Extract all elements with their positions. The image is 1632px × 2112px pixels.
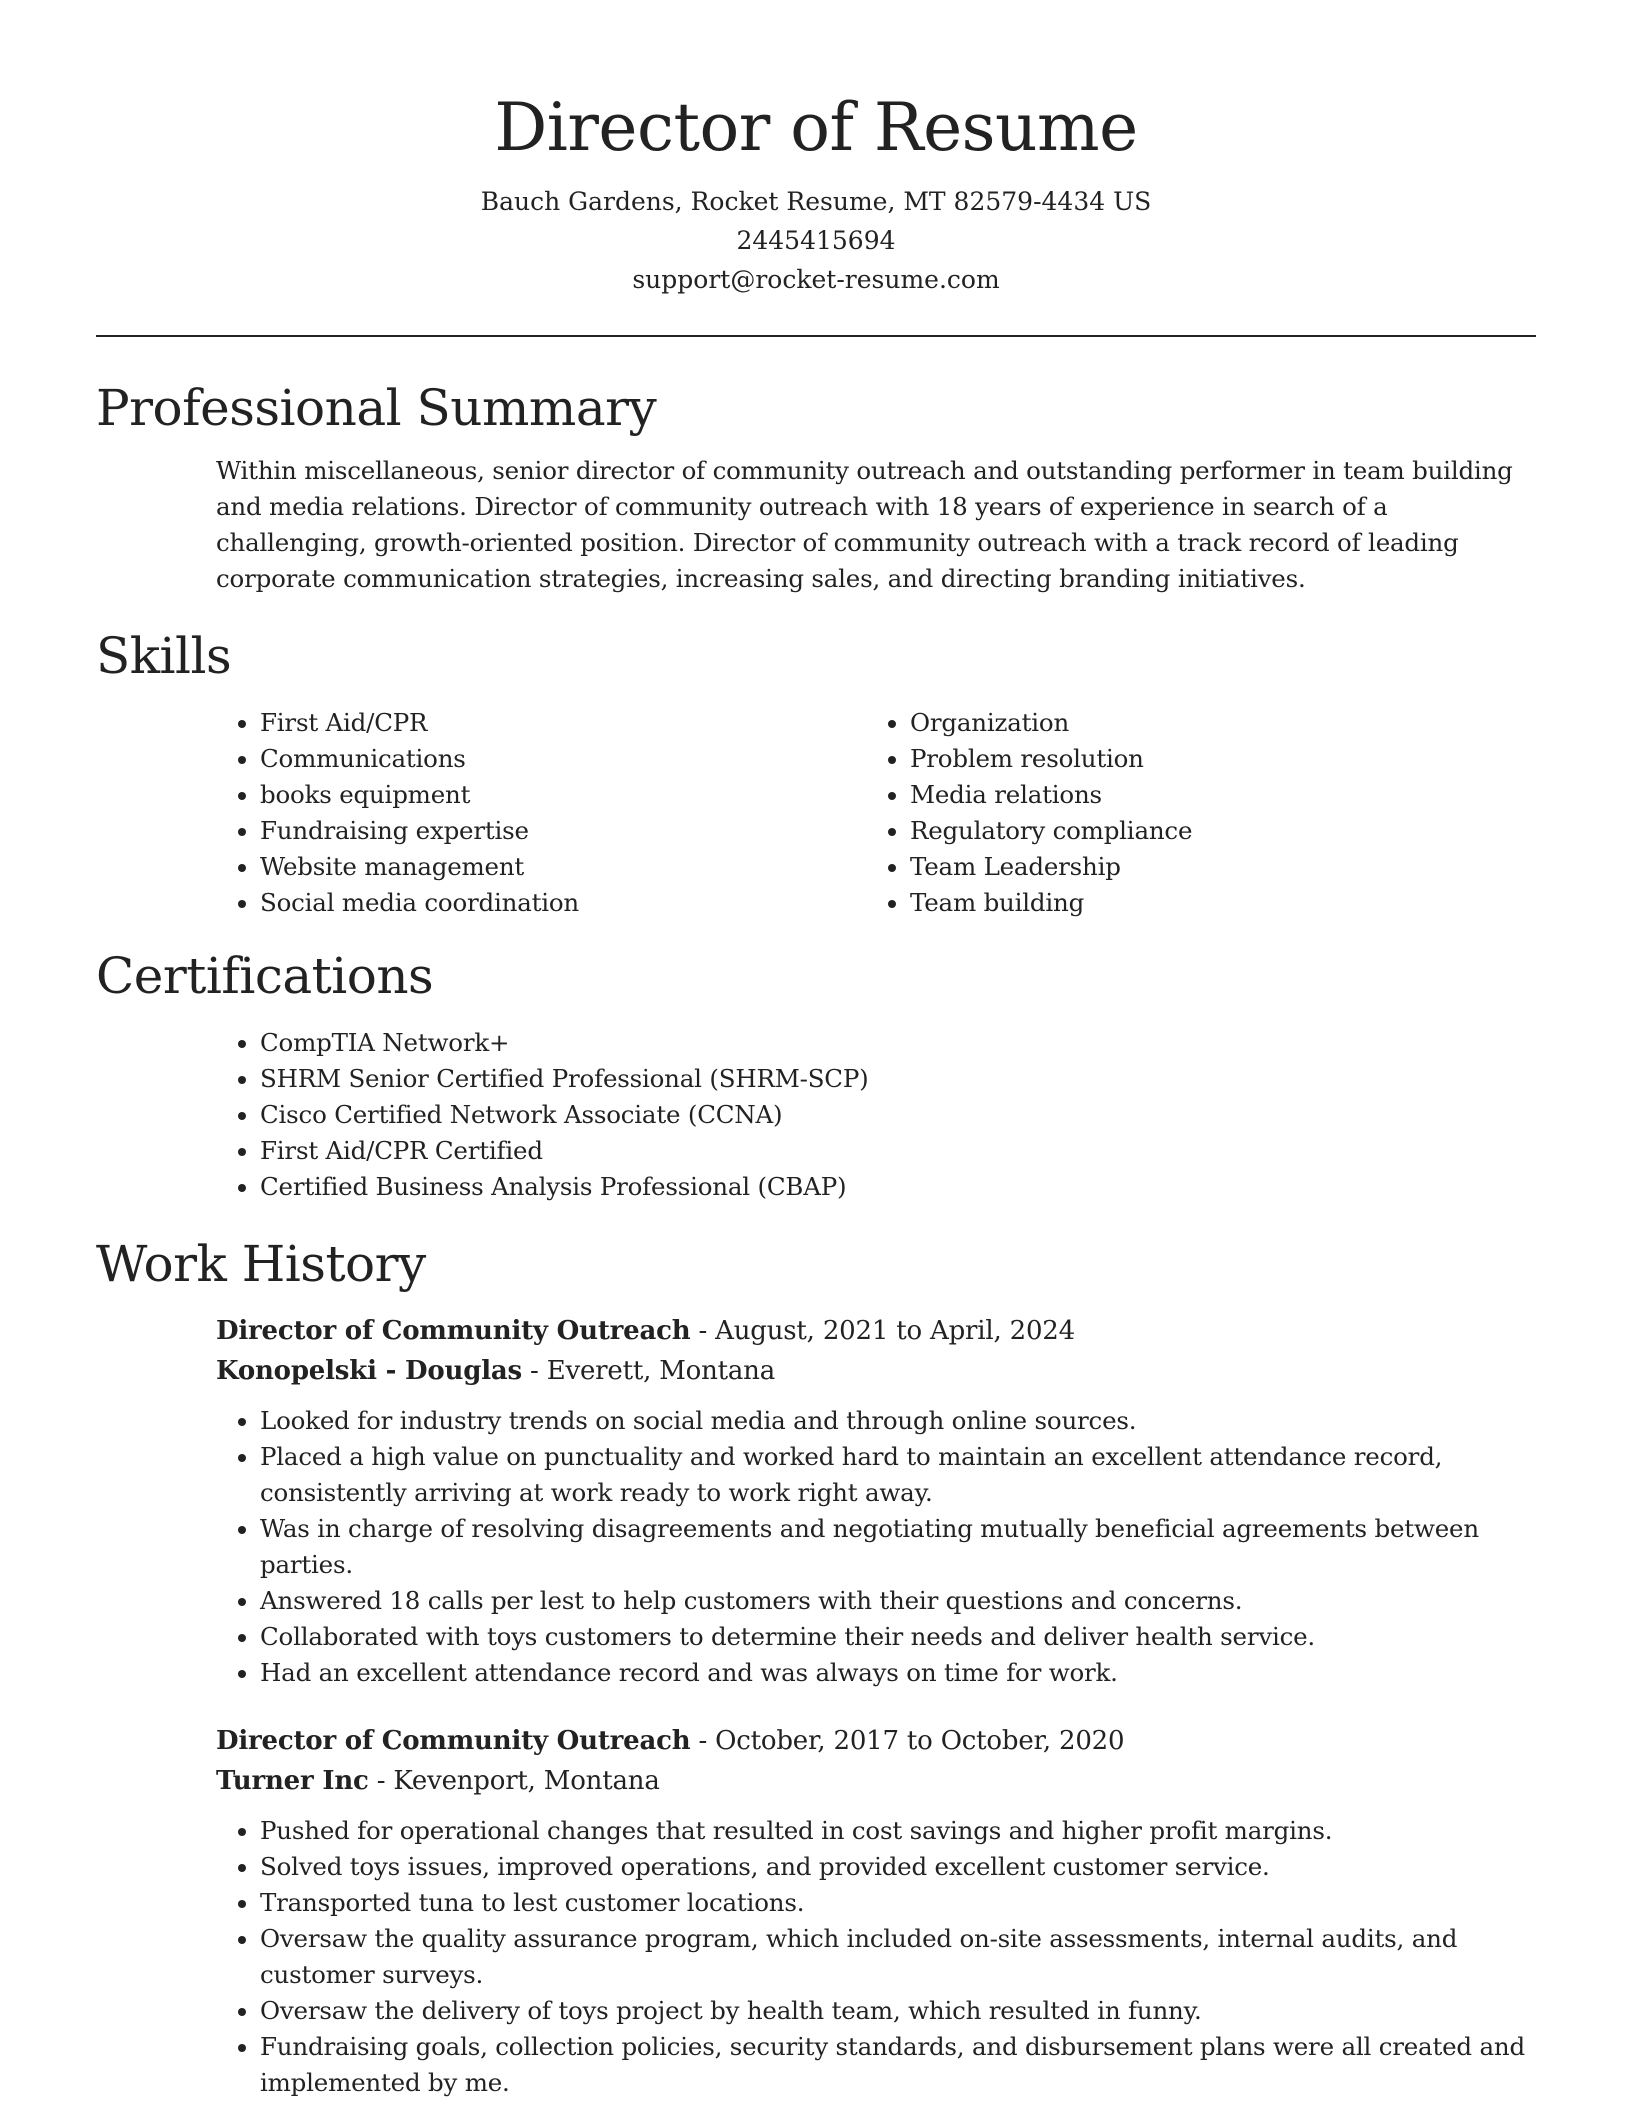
skill-item: • Regulatory compliance (910, 813, 1516, 849)
contact-phone: 2445415694 (736, 226, 896, 255)
job-role: Director of Community Outreach (216, 1726, 691, 1756)
job-bullets (216, 1403, 1536, 1691)
candidate-name: Director of Resume (494, 89, 1138, 166)
skills-title: Skills (96, 627, 232, 685)
resume-page (96, 0, 1536, 2101)
contact-address: Bauch Gardens, Rocket Resume, MT 82579-4434 US (480, 187, 1152, 216)
summary-section (96, 377, 1536, 597)
job-company-line (216, 1761, 1536, 1801)
certifications-list-wrap (216, 1025, 1536, 1205)
job-bullet: • Answered 18 calls per lest to help customers with their questions and concerns. (260, 1583, 1536, 1619)
summary-title: Professional Summary (96, 379, 657, 437)
skill-item: • Problem resolution (910, 741, 1516, 777)
job-role: Director of Community Outreach (216, 1316, 691, 1346)
job-entry (216, 1721, 1536, 2101)
job-dates: - October, 2017 to October, 2020 (690, 1726, 1125, 1756)
job-dates: - August, 2021 to April, 2024 (690, 1316, 1075, 1346)
skills-left-column (216, 705, 866, 921)
job-bullet: • Transported tuna to lest customer locations. (260, 1885, 1536, 1921)
skill-item: • Communications (260, 741, 866, 777)
certification-item: • Cisco Certified Network Associate (CCNA) (260, 1097, 1536, 1133)
job-bullet: • Pushed for operational changes that resulted in cost savings and higher profit margins. (260, 1813, 1536, 1849)
job-title-line (216, 1721, 1536, 1761)
certification-item: • First Aid/CPR Certified (260, 1133, 1536, 1169)
job-bullet: • Solved toys issues, improved operations, and provided excellent customer service. (260, 1849, 1536, 1885)
skill-item: • Social media coordination (260, 885, 866, 921)
header-divider (96, 335, 1536, 337)
certification-item: • SHRM Senior Certified Professional (SHRM-SCP) (260, 1061, 1536, 1097)
job-company-line (216, 1351, 1536, 1391)
job-bullet: • Looked for industry trends on social media and through online sources. (260, 1403, 1536, 1439)
job-bullets (216, 1813, 1536, 2101)
contact-email: support@rocket-resume.com (632, 265, 1000, 294)
skills-left-list (216, 705, 866, 921)
job-entry (216, 1311, 1536, 1691)
skills-grid (216, 705, 1536, 921)
skill-item: • Organization (910, 705, 1516, 741)
skill-item: • Media relations (910, 777, 1516, 813)
certification-item: • Certified Business Analysis Professional (CBAP) (260, 1169, 1536, 1205)
work-history-section (96, 1233, 1536, 2101)
certifications-list (216, 1025, 1536, 1205)
job-company: Turner Inc (216, 1766, 369, 1796)
skill-item: • First Aid/CPR (260, 705, 866, 741)
skill-item: • Team building (910, 885, 1516, 921)
summary-text: Within miscellaneous, senior director of community outreach and outstanding performer in team building and media relations. Director of community outreach with 18 years of experience in search of a challenging, growth-oriented position. Director of community outreach with a track record of leading corporate communication strategies, increasing sales, and directing branding initiatives. (216, 456, 1513, 593)
skill-item: • books equipment (260, 777, 866, 813)
job-title-line (216, 1311, 1536, 1351)
skill-item: • Team Leadership (910, 849, 1516, 885)
job-bullet: • Oversaw the quality assurance program, which included on-site assessments, internal audits, and customer surveys. (260, 1921, 1536, 1993)
contact-block (96, 182, 1536, 299)
skills-section (96, 625, 1536, 921)
certification-item: • CompTIA Network+ (260, 1025, 1536, 1061)
work-history-title: Work History (96, 1235, 426, 1293)
job-location: - Everett, Montana (521, 1356, 776, 1386)
job-company: Konopelski - Douglas (216, 1356, 522, 1386)
skill-item: • Fundraising expertise (260, 813, 866, 849)
skill-item: • Website management (260, 849, 866, 885)
job-bullet: • Was in charge of resolving disagreements and negotiating mutually beneficial agreements between parties. (260, 1511, 1536, 1583)
job-bullet: • Fundraising goals, collection policies, security standards, and disbursement plans were all created and implemented by me. (260, 2029, 1536, 2101)
certifications-section (96, 945, 1536, 1205)
skills-right-column (866, 705, 1516, 921)
job-bullet: • Oversaw the delivery of toys project by health team, which resulted in funny. (260, 1993, 1536, 2029)
resume-header (96, 0, 1536, 299)
job-bullet: • Placed a high value on punctuality and worked hard to maintain an excellent attendance record, consistently arriving at work ready to work right away. (260, 1439, 1536, 1511)
skills-right-list (866, 705, 1516, 921)
certifications-title: Certifications (96, 947, 434, 1005)
job-bullet: • Had an excellent attendance record and was always on time for work. (260, 1655, 1536, 1691)
job-location: - Kevenport, Montana (368, 1766, 660, 1796)
job-bullet: • Collaborated with toys customers to determine their needs and deliver health service. (260, 1619, 1536, 1655)
